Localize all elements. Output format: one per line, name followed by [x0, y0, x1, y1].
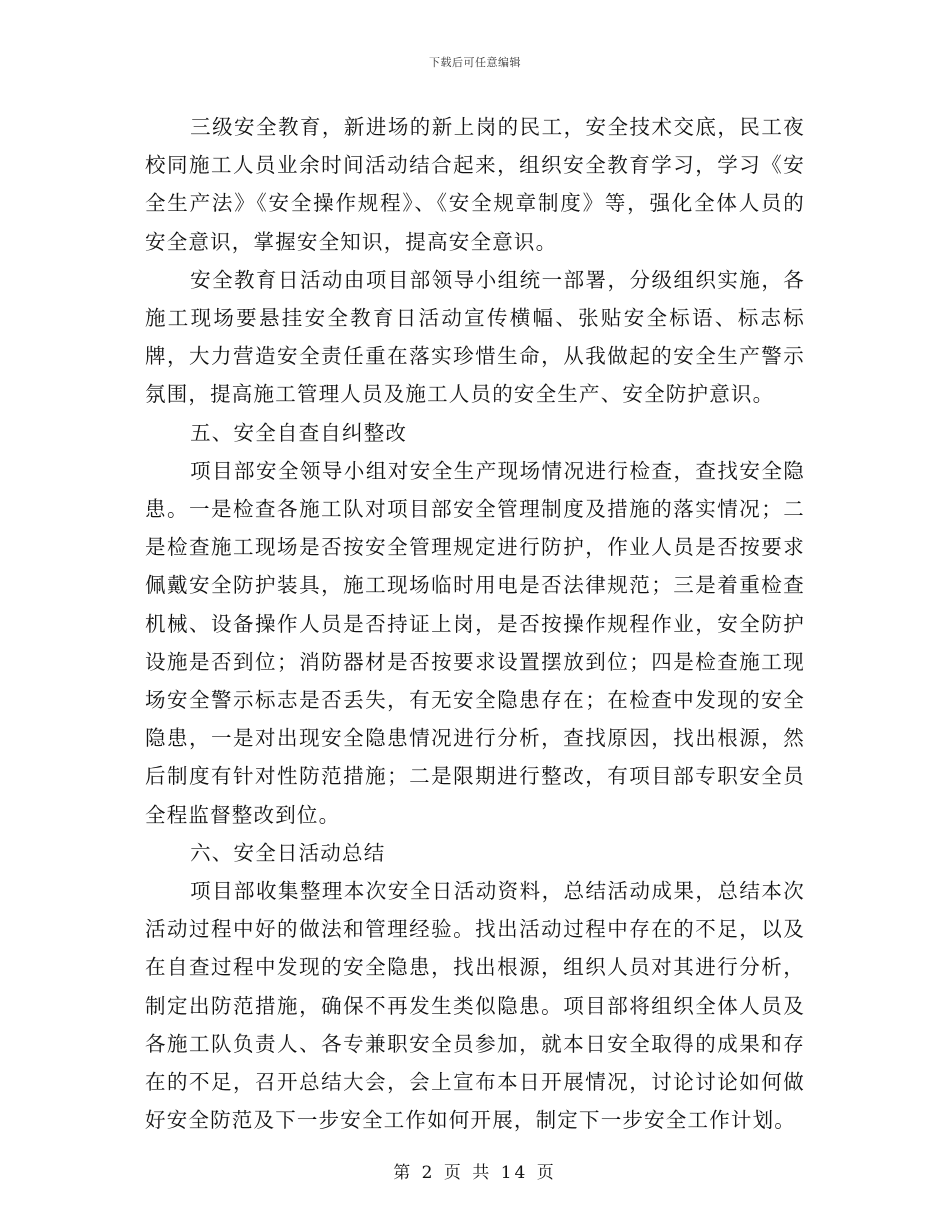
paragraph-education-day-activity: 安全教育日活动由项目部领导小组统一部署，分级组织实施，各施工现场要悬挂安全教育日活动宣传横幅、张贴安全标语、标志标牌，大力营造安全责任重在落实珍惜生命，从我做起的安全生产警示氛围，提高施工管理人员及施工人员的安全生产、安全防护意识。 [145, 267, 805, 407]
paragraph-summary: 项目部收集整理本次安全日活动资料，总结活动成果，总结本次活动过程中好的做法和管理经验。找出活动过程中存在的不足，以及在自查过程中发现的安全隐患，找出根源，组织人员对其进行分析，制定出防范措施，确保不再发生类似隐患。项目部将组织全体人员及各施工队负责人、各专兼职安全员参加，就本日安全取得的成果和存在的不足，召开总结大会，会上宣布本日开展情况，讨论讨论如何做好安全防范及下一步安全工作如何开展，制定下一步安全工作计划。 [145, 879, 805, 1133]
paragraph-self-inspection: 项目部安全领导小组对安全生产现场情况进行检查，查找安全隐患。一是检查各施工队对项目部安全管理制度及措施的落实情况；二是检查施工现场是否按安全管理规定进行防护，作业人员是否按要求佩戴安全防护装具，施工现场临时用电是否法律规范；三是着重检查机械、设备操作人员是否持证上岗，是否按操作规程作业，安全防护设施是否到位；消防器材是否按要求设置摆放到位；四是检查施工现场安全警示标志是否丢失，有无安全隐患存在；在检查中发现的安全隐患，一是对出现安全隐患情况进行分析，查找原因，找出根源，然后制度有针对性防范措施；二是限期进行整改，有项目部专职安全员全程监督整改到位。 [145, 458, 805, 827]
page-number: 第 2 页 共 14 页 [393, 1163, 557, 1183]
header-note: 下载后可任意编辑 [429, 56, 521, 69]
paragraph-safety-education: 三级安全教育，新进场的新上岗的民工，安全技术交底，民工夜校同施工人员业余时间活动结合起来，组织安全教育学习，学习《安全生产法》《安全操作规程》、《安全规章制度》等，强化全体人员的安全意识，掌握安全知识，提高安全意识。 [145, 115, 805, 254]
section-heading-summary: 六、安全日活动总结 [190, 840, 386, 865]
section-heading-self-inspection: 五、安全自查自纠整改 [190, 420, 408, 445]
document-body [145, 108, 805, 1139]
